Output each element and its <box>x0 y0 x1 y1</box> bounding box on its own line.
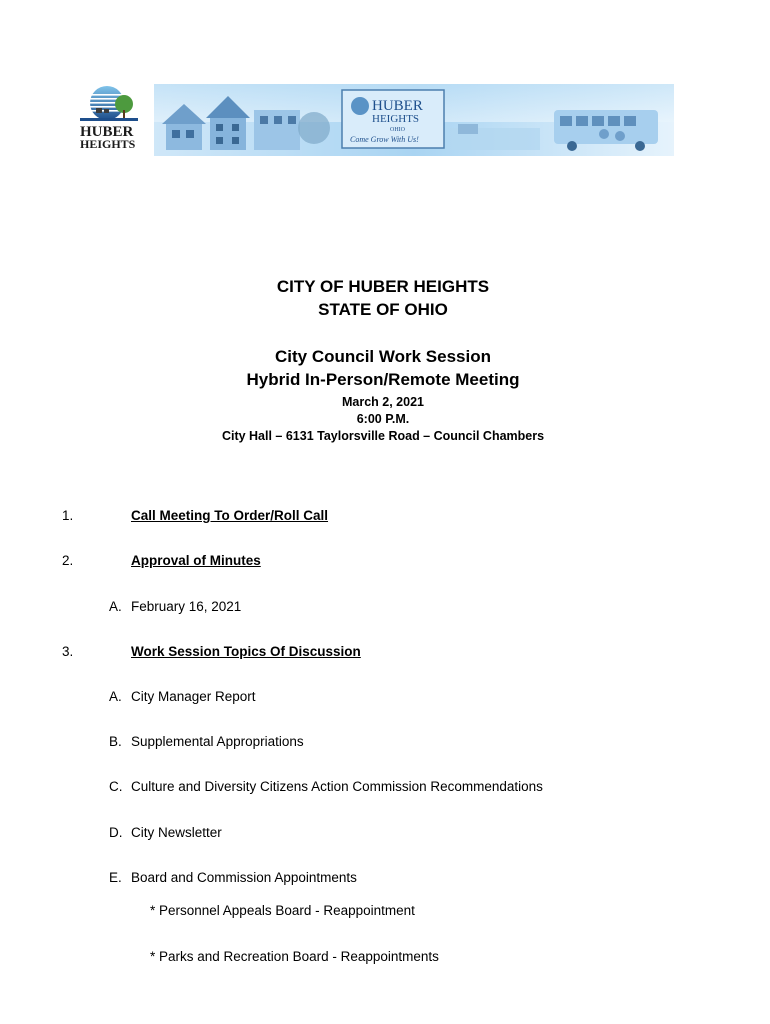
meeting-format-heading: Hybrid In-Person/Remote Meeting <box>246 370 520 389</box>
meeting-location: City Hall – 6131 Taylorsville Road – Council Chambers <box>221 429 545 443</box>
banner-sign-ohio: OHIO <box>390 127 405 133</box>
session-type-heading: City Council Work Session <box>274 347 491 366</box>
agenda-item-title: Work Session Topics Of Discussion <box>131 644 361 659</box>
meeting-time: 6:00 P.M. <box>356 412 410 426</box>
agenda-item-title: Approval of Minutes <box>131 553 261 568</box>
subitem-text: City Newsletter <box>131 825 222 840</box>
subitem-letter: B. <box>109 734 122 749</box>
city-name-heading: CITY OF HUBER HEIGHTS <box>276 277 490 296</box>
agenda-item-title: Call Meeting To Order/Roll Call <box>131 508 329 523</box>
subitem-text: February 16, 2021 <box>131 599 242 614</box>
state-heading: STATE OF OHIO <box>318 300 448 319</box>
banner-sign-heights: HEIGHTS <box>372 113 420 125</box>
subitem-letter: A. <box>109 599 122 614</box>
subitem-letter: A. <box>109 689 122 704</box>
banner-sign-slogan: Come Grow With Us! <box>350 135 419 144</box>
agenda-item-number: 3. <box>62 644 74 659</box>
subitem-text: City Manager Report <box>131 689 256 704</box>
banner-sign-huber: HUBER <box>372 98 423 114</box>
subitem-text: Supplemental Appropriations <box>131 734 304 749</box>
bullet-text: * Parks and Recreation Board - Reappointments <box>150 949 439 964</box>
bullet-text: * Personnel Appeals Board - Reappointment <box>150 903 415 918</box>
agenda-item-number: 2. <box>62 553 74 568</box>
subitem-letter: C. <box>109 779 123 794</box>
subitem-letter: E. <box>109 870 122 885</box>
agenda-item-number: 1. <box>62 508 74 523</box>
logo-text-heights: HEIGHTS <box>80 137 136 150</box>
logo-text-huber: HUBER <box>80 124 134 140</box>
subitem-text: Culture and Diversity Citizens Action Commission Recommendations <box>131 779 543 794</box>
meeting-date: March 2, 2021 <box>342 395 424 409</box>
subitem-letter: D. <box>109 825 123 840</box>
subitem-text: Board and Commission Appointments <box>131 870 357 885</box>
